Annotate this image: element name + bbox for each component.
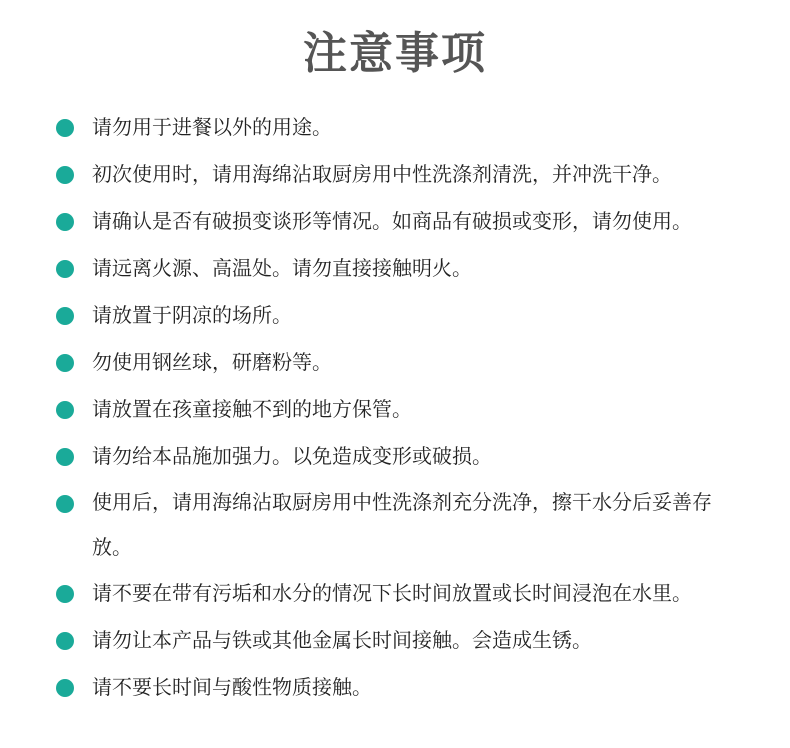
list-item-text: 请不要在带有污垢和水分的情况下长时间放置或长时间浸泡在水里。: [92, 581, 692, 605]
bullet-dot-icon: [56, 401, 74, 419]
list-item-text: 请勿让本产品与铁或其他金属长时间接触。会造成生锈。: [92, 628, 592, 652]
notice-list: [0, 104, 790, 711]
list-item-text: 初次使用时，请用海绵沾取厨房用中性洗涤剂清洗，并冲洗干净。: [92, 162, 672, 186]
bullet-dot-icon: [56, 354, 74, 372]
list-item-text: 请不要长时间与酸性物质接触。: [92, 675, 372, 699]
list-item: [0, 433, 790, 480]
bullet-dot-icon: [56, 119, 74, 137]
list-item-text: 勿使用钢丝球，研磨粉等。: [92, 350, 332, 374]
list-item: [0, 339, 790, 386]
bullet-dot-icon: [56, 260, 74, 278]
bullet-dot-icon: [56, 632, 74, 650]
bullet-dot-icon: [56, 166, 74, 184]
bullet-dot-icon: [56, 495, 74, 513]
list-item-text: 请远离火源、高温处。请勿直接接触明火。: [92, 256, 472, 280]
list-item: [0, 570, 790, 617]
list-item: [0, 104, 790, 151]
list-item: [0, 617, 790, 664]
list-item: [0, 480, 790, 570]
list-item: [0, 386, 790, 433]
bullet-dot-icon: [56, 679, 74, 697]
list-item-text: 请勿给本品施加强力。以免造成变形或破损。: [92, 444, 492, 468]
bullet-dot-icon: [56, 448, 74, 466]
page-title: 注意事项: [303, 28, 487, 79]
list-item-text: 请确认是否有破损变谈形等情况。如商品有破损或变形，请勿使用。: [92, 209, 692, 233]
list-item: [0, 198, 790, 245]
list-item: [0, 151, 790, 198]
list-item-text: 使用后，请用海绵沾取厨房用中性洗涤剂充分洗净，擦干水分后妥善存放。: [92, 490, 712, 559]
bullet-dot-icon: [56, 213, 74, 231]
bullet-dot-icon: [56, 307, 74, 325]
list-item: [0, 245, 790, 292]
list-item-text: 请勿用于进餐以外的用途。: [92, 115, 332, 139]
list-item: [0, 292, 790, 339]
list-item-text: 请放置于阴凉的场所。: [92, 303, 292, 327]
list-item: [0, 664, 790, 711]
list-item-text: 请放置在孩童接触不到的地方保管。: [92, 397, 412, 421]
bullet-dot-icon: [56, 585, 74, 603]
